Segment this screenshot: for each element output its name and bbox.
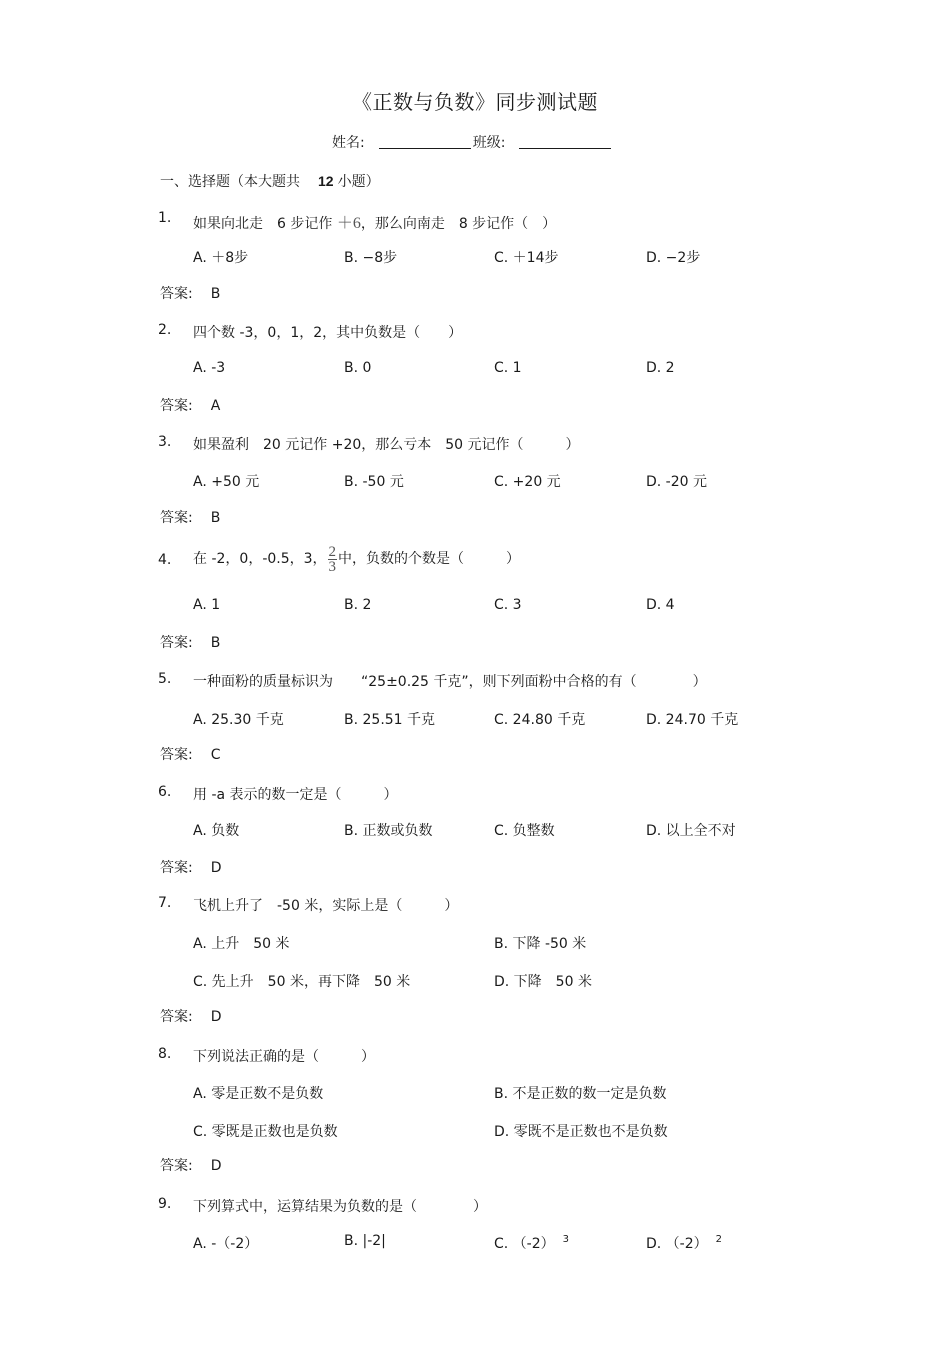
question-text: 四个数 -3，0，1，2，其中负数是（ ） (193, 325, 463, 341)
page-title: 《正数与负数》同步测试题 (352, 90, 598, 114)
option-b: B. 0 (344, 360, 372, 376)
option-b: B. 下降 -50 米 (494, 936, 587, 952)
answer-line: 答案: D (160, 860, 222, 876)
option-d: D. 下降 50 米 (494, 974, 592, 990)
option-b: B. 2 (344, 597, 372, 613)
option-c: C. 先上升 50 米，再下降 50 米 (193, 974, 411, 990)
answer-line: 答案: D (160, 1158, 222, 1174)
question-number: 3. (158, 434, 172, 450)
option-c: C. （-2） $^3$ (494, 1234, 570, 1252)
answer-value: D (210, 1009, 222, 1025)
question-text: 用 -a 表示的数一定是（ ） (193, 787, 398, 803)
option-b: B. 正数或负数 (344, 823, 433, 839)
option-d: D. （-2） $^2$ (646, 1234, 723, 1252)
question-number: 7. (158, 895, 172, 911)
question-number: 4. (158, 552, 172, 568)
option-d: D. -20 元 (646, 474, 707, 490)
question-text: 下列说法正确的是（ ） (193, 1049, 375, 1065)
option-c: C. ＋14步 (494, 250, 559, 266)
answer-line: 答案: B (160, 510, 221, 526)
fraction-two-thirds: $\frac{2}{3}$ (328, 543, 337, 575)
option-c: C. 3 (494, 597, 522, 613)
option-c: C. 零既是正数也是负数 (193, 1124, 338, 1140)
question-number: 6. (158, 784, 172, 800)
name-label: 姓名: (332, 135, 365, 151)
option-b: B. |-2| (344, 1233, 386, 1249)
option-b: B. -50 元 (344, 474, 404, 490)
answer-line: 答案: D (160, 1009, 222, 1025)
question-text: 如果盈利 20 元记作 +20，那么亏本 50 元记作（ ） (193, 437, 580, 453)
question-number: 1. (158, 210, 172, 226)
answer-line: 答案: C (160, 747, 221, 763)
answer-value: D (210, 1158, 222, 1174)
answer-line: 答案: B (160, 286, 221, 302)
option-b: B. 25.51 千克 (344, 712, 436, 728)
question-text: 下列算式中，运算结果为负数的是（ ） (193, 1199, 487, 1215)
option-c: C. +20 元 (494, 474, 561, 490)
answer-value: B (210, 286, 221, 302)
question-number: 8. (158, 1046, 172, 1062)
answer-value: D (210, 860, 222, 876)
option-d: D. 零既不是正数也不是负数 (494, 1124, 668, 1140)
option-a: A. 上升 50 米 (193, 936, 290, 952)
answer-value: A (210, 398, 221, 414)
question-number: 2. (158, 322, 172, 338)
question-number: 5. (158, 671, 172, 687)
question-text: 一种面粉的质量标识为 “25±0.25 千克”，则下列面粉中合格的有（ ） (193, 674, 707, 690)
option-c: C. 1 (494, 360, 522, 376)
answer-value: C (210, 747, 221, 763)
option-a: A. +50 元 (193, 474, 260, 490)
answer-value: B (210, 510, 221, 526)
option-c: C. 24.80 千克 (494, 712, 586, 728)
option-b: B. −8步 (344, 250, 398, 266)
option-a: A. 1 (193, 597, 221, 613)
answer-line: 答案: B (160, 635, 221, 651)
question-text: 如果向北走 6 步记作 ＋6，那么向南走 8 步记作（ ） (193, 215, 557, 232)
option-b: B. 不是正数的数一定是负数 (494, 1086, 667, 1102)
option-a: A. 负数 (193, 823, 240, 839)
option-a: A. -（-2） (193, 1236, 259, 1252)
class-label: 班级: (472, 135, 506, 151)
section-heading: 一、选择题（本大题共 12 小题） (160, 173, 380, 190)
answer-line: 答案: A (160, 398, 221, 414)
student-info-line (332, 132, 613, 152)
name-blank[interactable] (379, 134, 471, 149)
option-d: D. 2 (646, 360, 675, 376)
question-text: 在 -2，0，-0.5，3， $\frac{2}{3}$ 中，负数的个数是（ ） (193, 543, 521, 575)
answer-value: B (210, 635, 221, 651)
option-d: D. 4 (646, 597, 675, 613)
option-a: A. ＋8步 (193, 250, 249, 266)
option-c: C. 负整数 (494, 823, 555, 839)
option-d: D. 24.70 千克 (646, 712, 739, 728)
question-number: 9. (158, 1196, 172, 1212)
class-blank[interactable] (519, 134, 611, 149)
option-a: A. 零是正数不是负数 (193, 1086, 324, 1102)
option-a: A. 25.30 千克 (193, 712, 284, 728)
option-d: D. 以上全不对 (646, 823, 736, 839)
question-text: 飞机上升了 -50 米，实际上是（ ） (193, 898, 459, 914)
option-d: D. −2步 (646, 250, 701, 266)
option-a: A. -3 (193, 360, 226, 376)
